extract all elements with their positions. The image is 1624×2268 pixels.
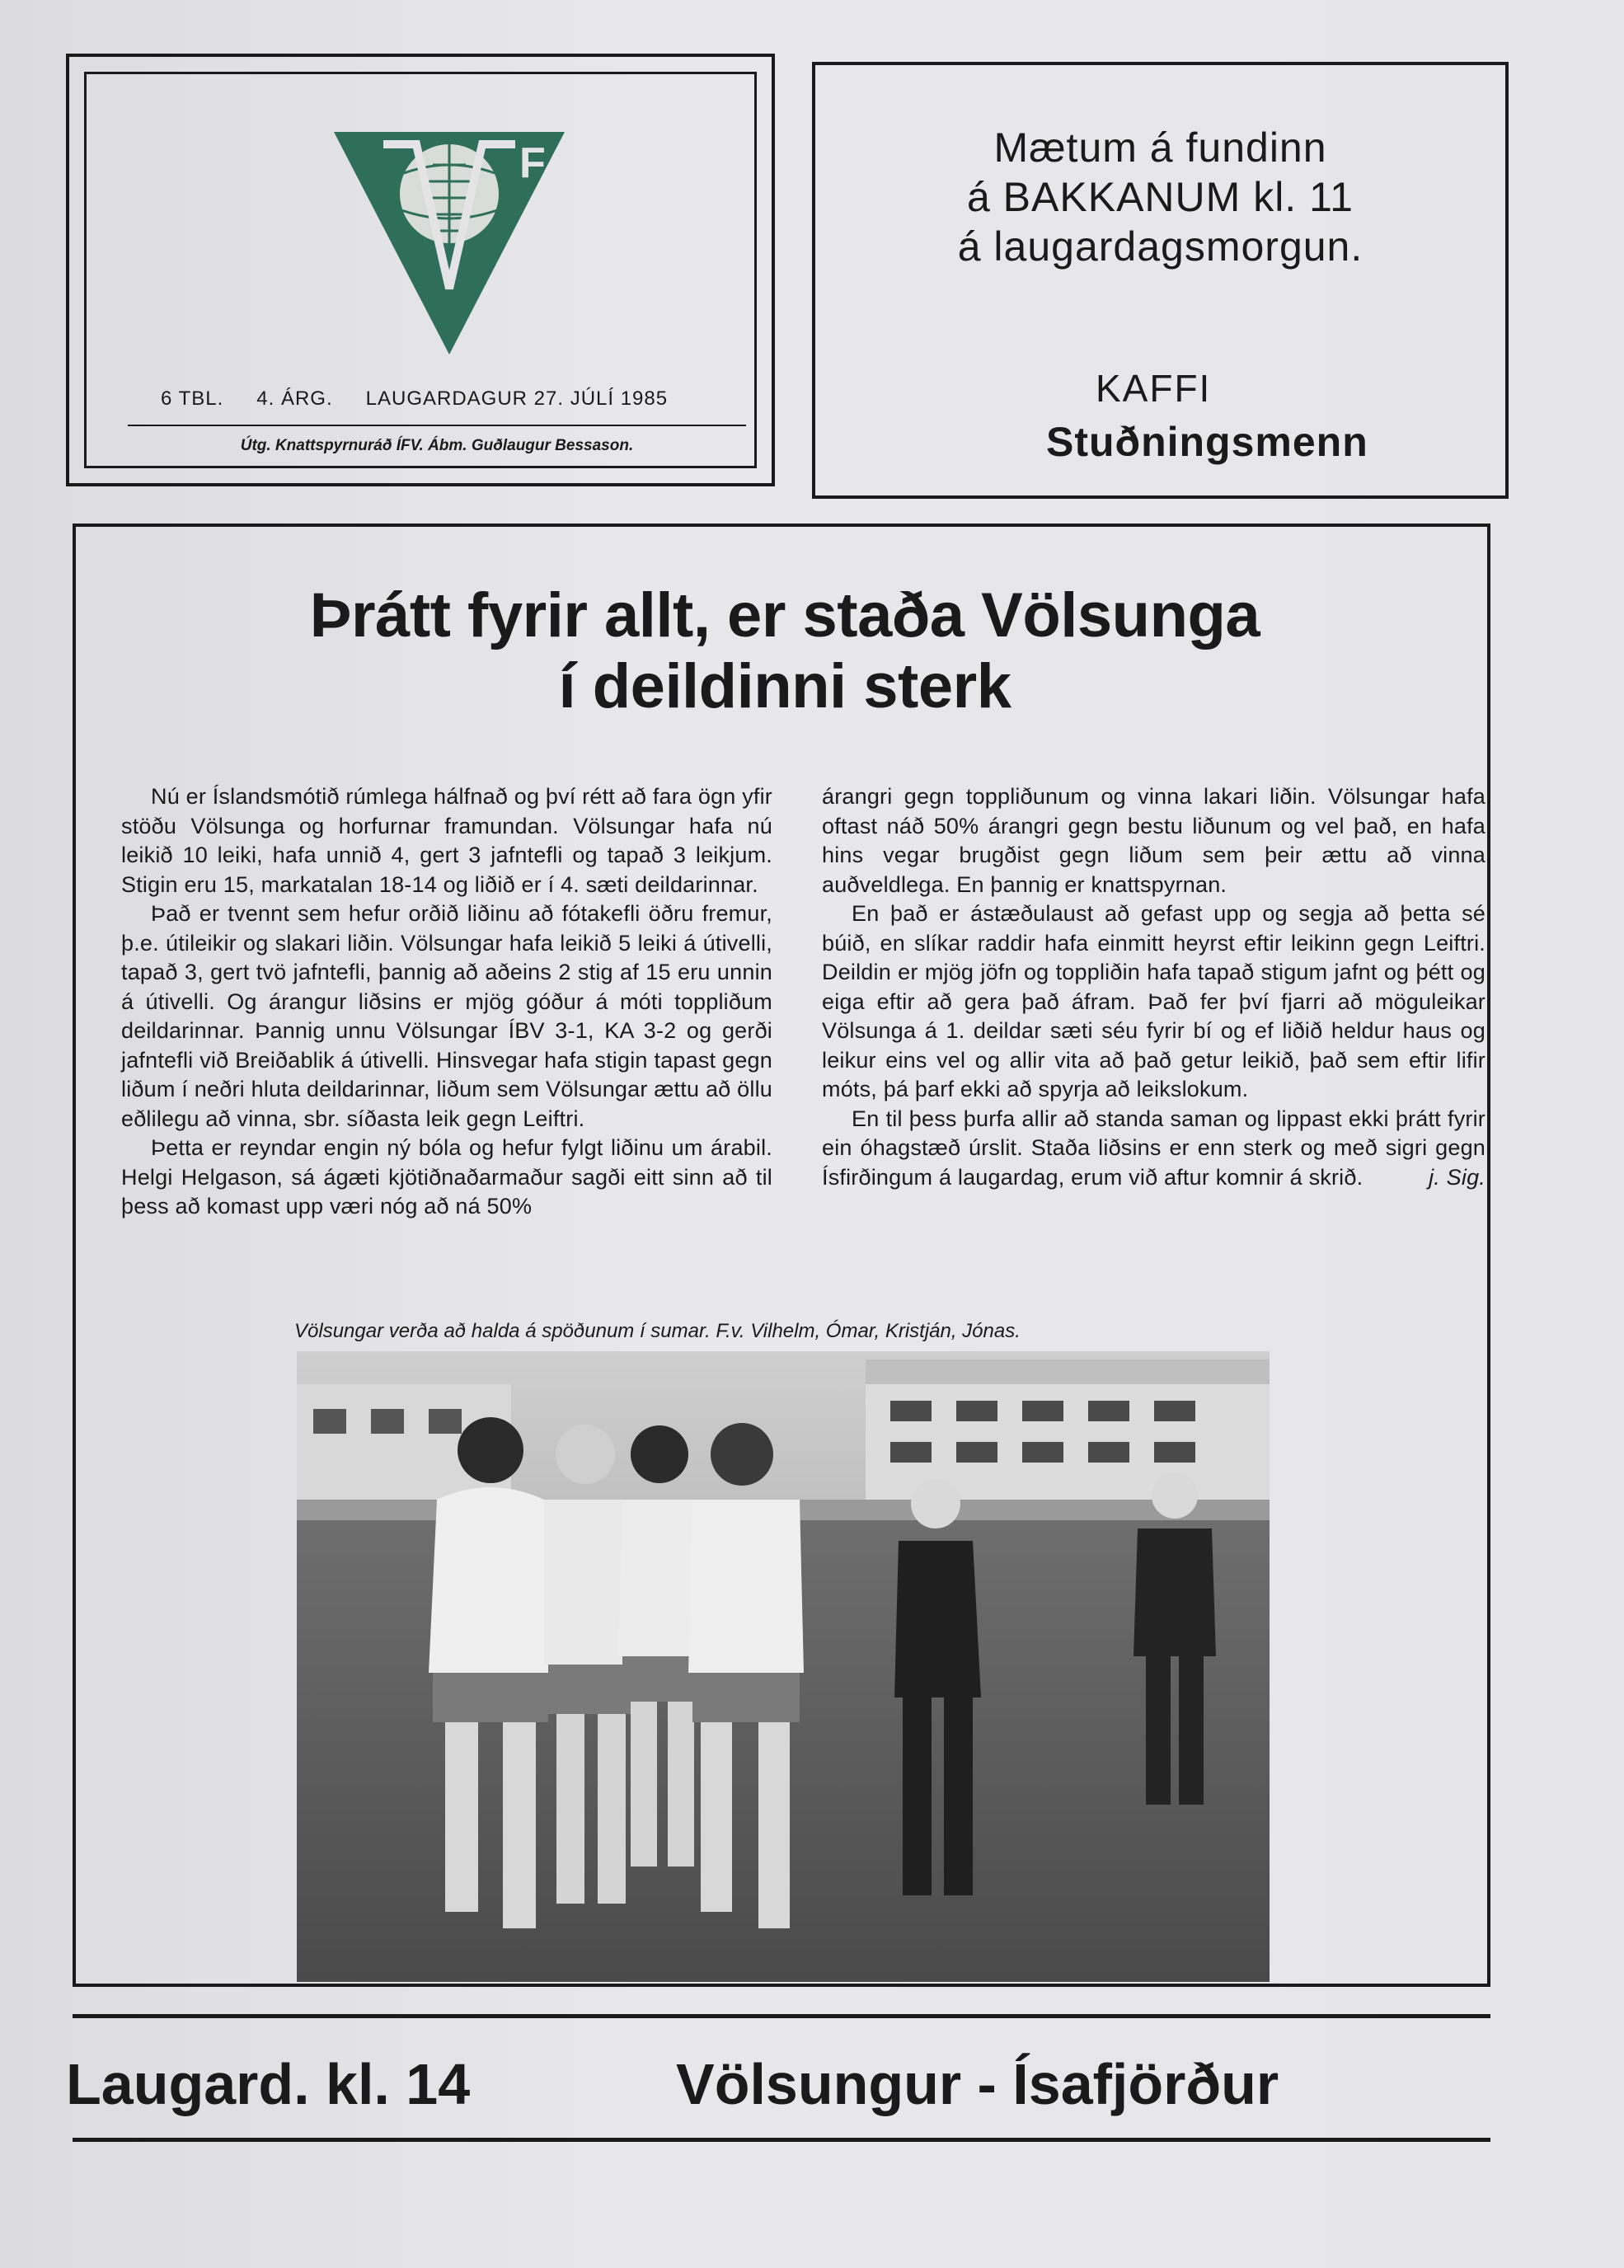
masthead-divider bbox=[128, 425, 746, 426]
club-logo bbox=[326, 115, 573, 363]
author-signature: j. Sig. bbox=[1429, 1165, 1486, 1190]
article-column-left bbox=[121, 782, 772, 1222]
paragraph: En til þess þurfa allir að standa saman og lippast ekki þrátt fyrir ein óhagstæð úrslit. Staða liðsins er enn sterk og með sigri gegn Ísfirðingum á laugardag, erum við aftur komnir á skrið. bbox=[822, 1106, 1486, 1190]
publisher-line: Útg. Knattspyrnuráð ÍFV. Ábm. Guðlaugur Bessason. bbox=[240, 437, 634, 454]
footer-rule-top bbox=[73, 2014, 1490, 2018]
photo-illustration bbox=[297, 1351, 1270, 1982]
photo-caption: Völsungar verða að halda á spöðunum í sumar. F.v. Vilhelm, Ómar, Kristján, Jónas. bbox=[294, 1320, 1021, 1342]
article-box bbox=[73, 524, 1490, 1987]
article-headline bbox=[76, 580, 1494, 722]
headline-line-1: Þrátt fyrir allt, er staða Völsunga bbox=[309, 580, 1260, 650]
footer-rule-bottom bbox=[73, 2138, 1490, 2142]
match-time: Laugard. kl. 14 bbox=[66, 2052, 471, 2116]
masthead-inner-frame bbox=[84, 72, 757, 468]
logo-letter: F bbox=[519, 139, 546, 187]
meeting-notice-box bbox=[812, 62, 1509, 499]
paragraph: Nú er Íslandsmótið rúmlega hálfnað og því rétt að fara ögn yfir stöðu Völsunga og horfurnar framundan. Völsungar hafa nú leikið 10 leiki, hafa unnið 4, gert 3 jafntefli og tapað 3 leikjum. Stigin eru 15, markatalan 18-14 og liðið er í 4. sæti deildarinnar. bbox=[121, 784, 772, 897]
supporters-label: Stuðningsmenn bbox=[1046, 419, 1368, 465]
paragraph: árangri gegn toppliðunum og vinna lakari liðin. Völsungar hafa oftast náð 50% árangri gegn bestu liðunum og vel það, en hafa hins vegar brugðist gegn liðum sem þeir ættu að vinna auðveldlega. En þannig er knattspyrnan. bbox=[822, 784, 1486, 897]
article-column-right bbox=[822, 782, 1486, 1193]
paragraph: Þetta er reyndar engin ný bóla og hefur fylgt liðinu um árabil. Helgi Helgason, sá ágæti kjötiðnaðarmaður sagði eitt sinn að til þess að komast upp væri nóg að ná 50% bbox=[121, 1135, 772, 1219]
paragraph: Það er tvennt sem hefur orðið liðinu að fótakefli öðru fremur, þ.e. útileikir og slakari liðin. Völsungar hafa leikið 5 leiki á útivelli, tapað 3, gert tvö jafntefli, þannig að aðeins 2 stig af 15 eru unnin á útivelli. Og árangur liðsins er mjög góður á móti toppliðum deildarinnar. Þannig unnu Völsungar ÍBV 3-1, KA 3-2 og gerði jafntefli við Breiðablik á útivelli. Hinsvegar hafa stigin tapast gegn liðum í neðri hluta deildarinnar, liðum sem Völsungar ættu að öllu eðlilegu að vinna, sbr. síðasta leik gegn Leiftri. bbox=[121, 901, 772, 1131]
volume-number: 4. ÁRG. bbox=[256, 387, 333, 410]
notice-line-1: Mætum á fundinn bbox=[993, 124, 1327, 171]
coffee-label: KAFFI bbox=[1096, 367, 1212, 410]
issue-line bbox=[161, 387, 738, 411]
notice-line-2: á BAKKANUM kl. 11 bbox=[966, 174, 1354, 220]
issue-date: LAUGARDAGUR 27. JÚLÍ 1985 bbox=[365, 387, 669, 410]
paragraph: En það er ástæðulaust að gefast upp og segja að þetta sé búið, en slíkar raddir hafa einmitt heyrst eftir leikinn gegn Leiftri. Deildin er mjög jöfn og toppliðin hafa tapað stigum jafnt og þétt og eiga eftir að gera það áfram. Það fer því fjarri að möguleikar Völsunga á 1. deildar sæti séu fyrir bí og ef liðið heldur haus og leikur eins vel og allir vita að það getur leikið, það sem eftir lifir móts, þá þarf ekki að spyrja að leikslokum. bbox=[822, 901, 1486, 1101]
issue-number: 6 TBL. bbox=[161, 387, 224, 410]
team-photo bbox=[297, 1351, 1270, 1982]
notice-line-3: á laugardagsmorgun. bbox=[957, 223, 1364, 270]
match-teams: Völsungur - Ísafjörður bbox=[676, 2052, 1279, 2116]
meeting-notice bbox=[815, 123, 1505, 271]
masthead-box bbox=[66, 54, 775, 486]
headline-line-2: í deildinni sterk bbox=[558, 651, 1011, 721]
